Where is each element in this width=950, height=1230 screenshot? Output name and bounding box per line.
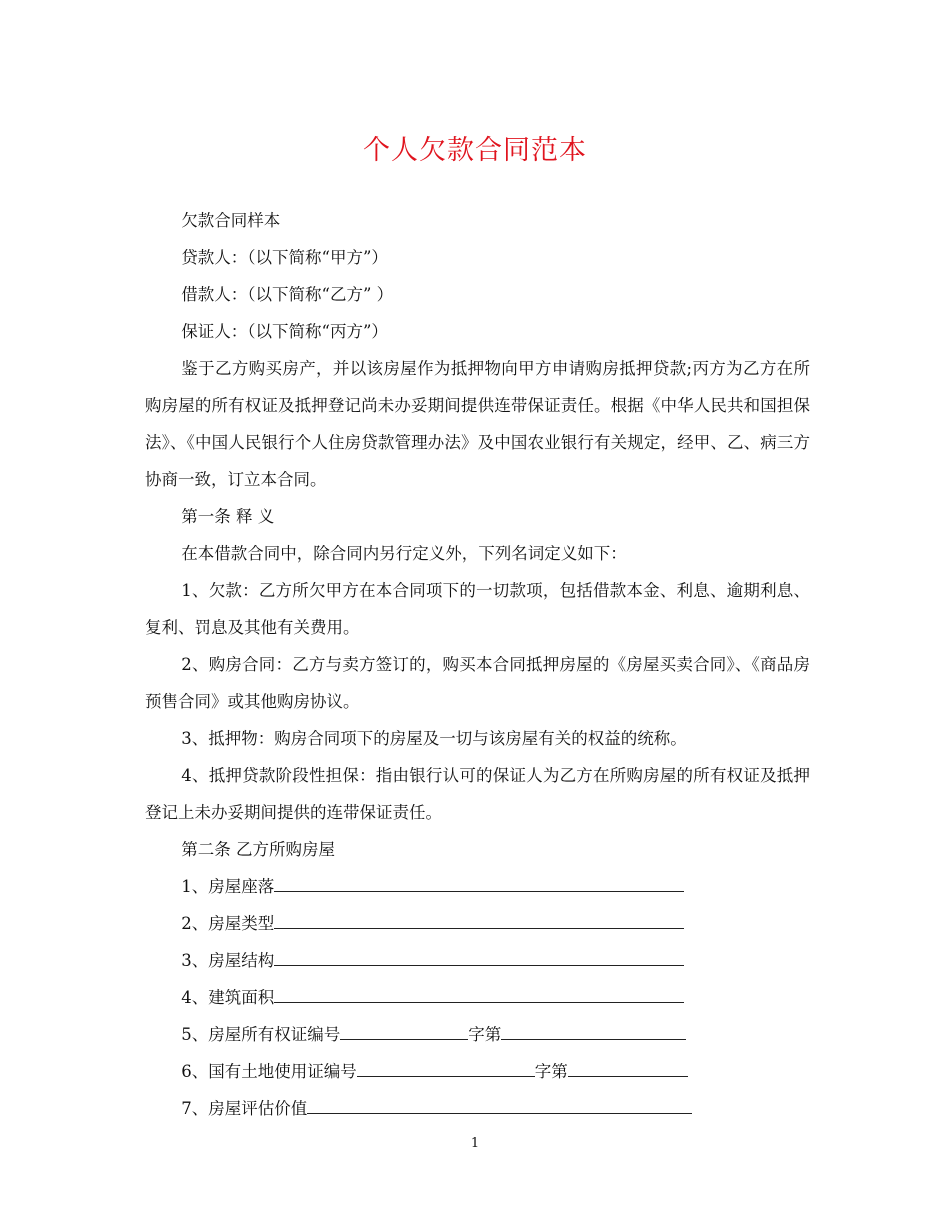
field-label-house-location: 1、房屋座落	[181, 877, 275, 896]
paragraph-sample-heading: 欠款合同样本	[181, 211, 281, 230]
blank-house-location[interactable]	[274, 869, 684, 892]
field-row-land-cert	[145, 1053, 810, 1090]
field-label-house-type: 2、房屋类型	[181, 914, 275, 933]
field-label-land-cert: 6、国有土地使用证编号	[181, 1062, 357, 1081]
field-row-ownership-cert	[145, 1016, 810, 1053]
field-label-land-word: 字第	[534, 1062, 568, 1081]
field-row-house-type	[145, 905, 810, 942]
paragraph-preamble: 鉴于乙方购买房产，并以该房屋作为抵押物向甲方申请购房抵押贷款;丙方为乙方在所购房屋的所有权证及抵押登记尚未办妥期间提供连带保证责任。根据《中华人民共和国担保法》、《中国人民银行个人住房贷款管理办法》及中国农业银行有关规定，经甲、乙、病三方协商一致，订立本合同。	[145, 359, 810, 489]
article-2-heading: 第二条 乙方所购房屋	[181, 840, 336, 859]
paragraph-definitions-intro: 在本借款合同中，除合同内另行定义外，下列名词定义如下：	[181, 544, 627, 563]
definition-2: 2、购房合同：乙方与卖方签订的，购买本合同抵押房屋的《房屋买卖合同》、《商品房预售合同》或其他购房协议。	[145, 655, 810, 711]
field-row-house-structure	[145, 942, 810, 979]
field-label-appraised-value: 7、房屋评估价值	[181, 1099, 308, 1118]
blank-ownership-cert-number[interactable]	[501, 1017, 686, 1040]
document-body	[145, 202, 810, 1127]
paragraph-borrower: 借款人：（以下简称“乙方” ）	[181, 285, 394, 304]
field-label-floor-area: 4、建筑面积	[181, 988, 275, 1007]
field-row-appraised-value	[145, 1090, 810, 1127]
blank-appraised-value[interactable]	[307, 1091, 692, 1114]
field-row-floor-area	[145, 979, 810, 1016]
definition-3: 3、抵押物：购房合同项下的房屋及一切与该房屋有关的权益的统称。	[181, 729, 687, 748]
definition-1: 1、欠款：乙方所欠甲方在本合同项下的一切款项，包括借款本金、利息、逾期利息、复利、罚息及其他有关费用。	[145, 581, 810, 637]
page-number: 1	[470, 1136, 480, 1151]
blank-ownership-cert-prefix[interactable]	[340, 1017, 468, 1040]
blank-house-type[interactable]	[274, 906, 684, 929]
blank-floor-area[interactable]	[274, 980, 684, 1003]
paragraph-guarantor: 保证人：（以下简称“丙方”）	[181, 322, 388, 341]
field-label-house-structure: 3、房屋结构	[181, 951, 275, 970]
blank-house-structure[interactable]	[274, 943, 684, 966]
field-label-ownership-cert: 5、房屋所有权证编号	[181, 1025, 341, 1044]
article-1-heading: 第一条 释 义	[181, 507, 275, 526]
field-row-house-location	[145, 868, 810, 905]
paragraph-lender: 贷款人：（以下简称“甲方”）	[181, 248, 388, 267]
blank-land-cert-prefix[interactable]	[357, 1054, 535, 1077]
field-label-ownership-word: 字第	[468, 1025, 502, 1044]
definition-4: 4、抵押贷款阶段性担保：指由银行认可的保证人为乙方在所购房屋的所有权证及抵押登记上未办妥期间提供的连带保证责任。	[145, 766, 810, 822]
document-title: 个人欠款合同范本	[363, 135, 587, 166]
blank-land-cert-number[interactable]	[568, 1054, 688, 1077]
